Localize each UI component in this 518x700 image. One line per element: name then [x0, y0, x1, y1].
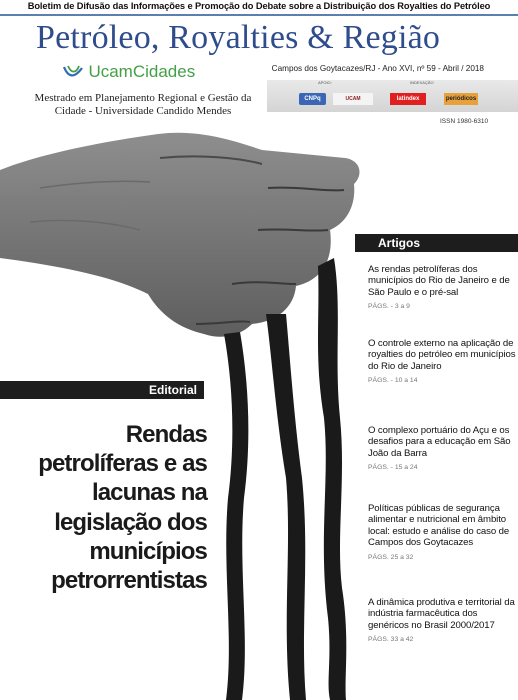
artigos-heading: Artigos [378, 236, 420, 250]
article-item[interactable] [368, 264, 516, 310]
ucam-text: UcamCidades [88, 62, 196, 81]
periodicos-logo: periódicos [444, 93, 478, 105]
apoio-label: APOIO: [318, 80, 332, 85]
article-item[interactable] [368, 597, 516, 643]
ucam-swoosh-icon [62, 63, 84, 81]
article-title: O controle externo na aplicação de royalties do petróleo em municípios do Rio de Janeiro [368, 338, 516, 372]
ucam-logo: UCAM [333, 93, 373, 105]
tagline: Boletim de Difusão das Informações e Promoção do Debate sobre a Distribuição dos Royalties do Petróleo [27, 1, 491, 11]
latindex-logo: latindex [390, 93, 426, 105]
article-pages: PÁGS. - 15 a 24 [368, 464, 418, 472]
editorial-heading: Editorial [148, 383, 197, 397]
program-name: Mestrado em Planejamento Regional e Gestão da Cidade - Universidade Candido Mendes [34, 92, 252, 117]
article-pages: PÁGS. - 3 a 9 [368, 303, 410, 311]
publication-title: Petróleo, Royalties & Região [36, 19, 441, 56]
fist-holding-oil-ribbons-illustration [0, 118, 365, 700]
article-title: A dinâmica produtiva e territorial da indústria farmacêutica dos genéricos no Brasil 2000/2017 [368, 597, 515, 631]
article-pages: PÁGS. - 10 a 14 [368, 377, 418, 385]
article-pages: PÁGS. 25 a 32 [368, 553, 414, 561]
article-item[interactable] [368, 503, 516, 561]
ucamcidades-logo [62, 62, 195, 86]
masthead-rule [0, 14, 518, 16]
article-title: Políticas públicas de segurança alimentar e nutricional em âmbito local: estudo e análise do caso de Campos dos Goytacazes [368, 503, 510, 549]
article-item[interactable] [368, 425, 516, 471]
edition-info: Campos dos Goytacazes/RJ - Ano XVI, nº 59 - Abril / 2018 [271, 64, 484, 73]
article-title: O complexo portuário do Açu e os desafios para a educação em São João da Barra [368, 425, 511, 459]
article-title: As rendas petrolíferas dos municípios do Rio de Janeiro e de São Paulo e o pré-sal [368, 264, 510, 298]
article-pages: PÁGS. 33 a 42 [368, 636, 414, 644]
issn: ISSN 1980-6310 [440, 118, 489, 125]
editorial-headline[interactable]: Rendas petrolíferas e as lacunas na legislação dos municípios petrorrentistas [38, 421, 207, 595]
cnpq-logo: CNPq [299, 93, 326, 105]
article-item[interactable] [368, 338, 516, 384]
indexacao-label: INDEXAÇÃO [410, 80, 434, 85]
